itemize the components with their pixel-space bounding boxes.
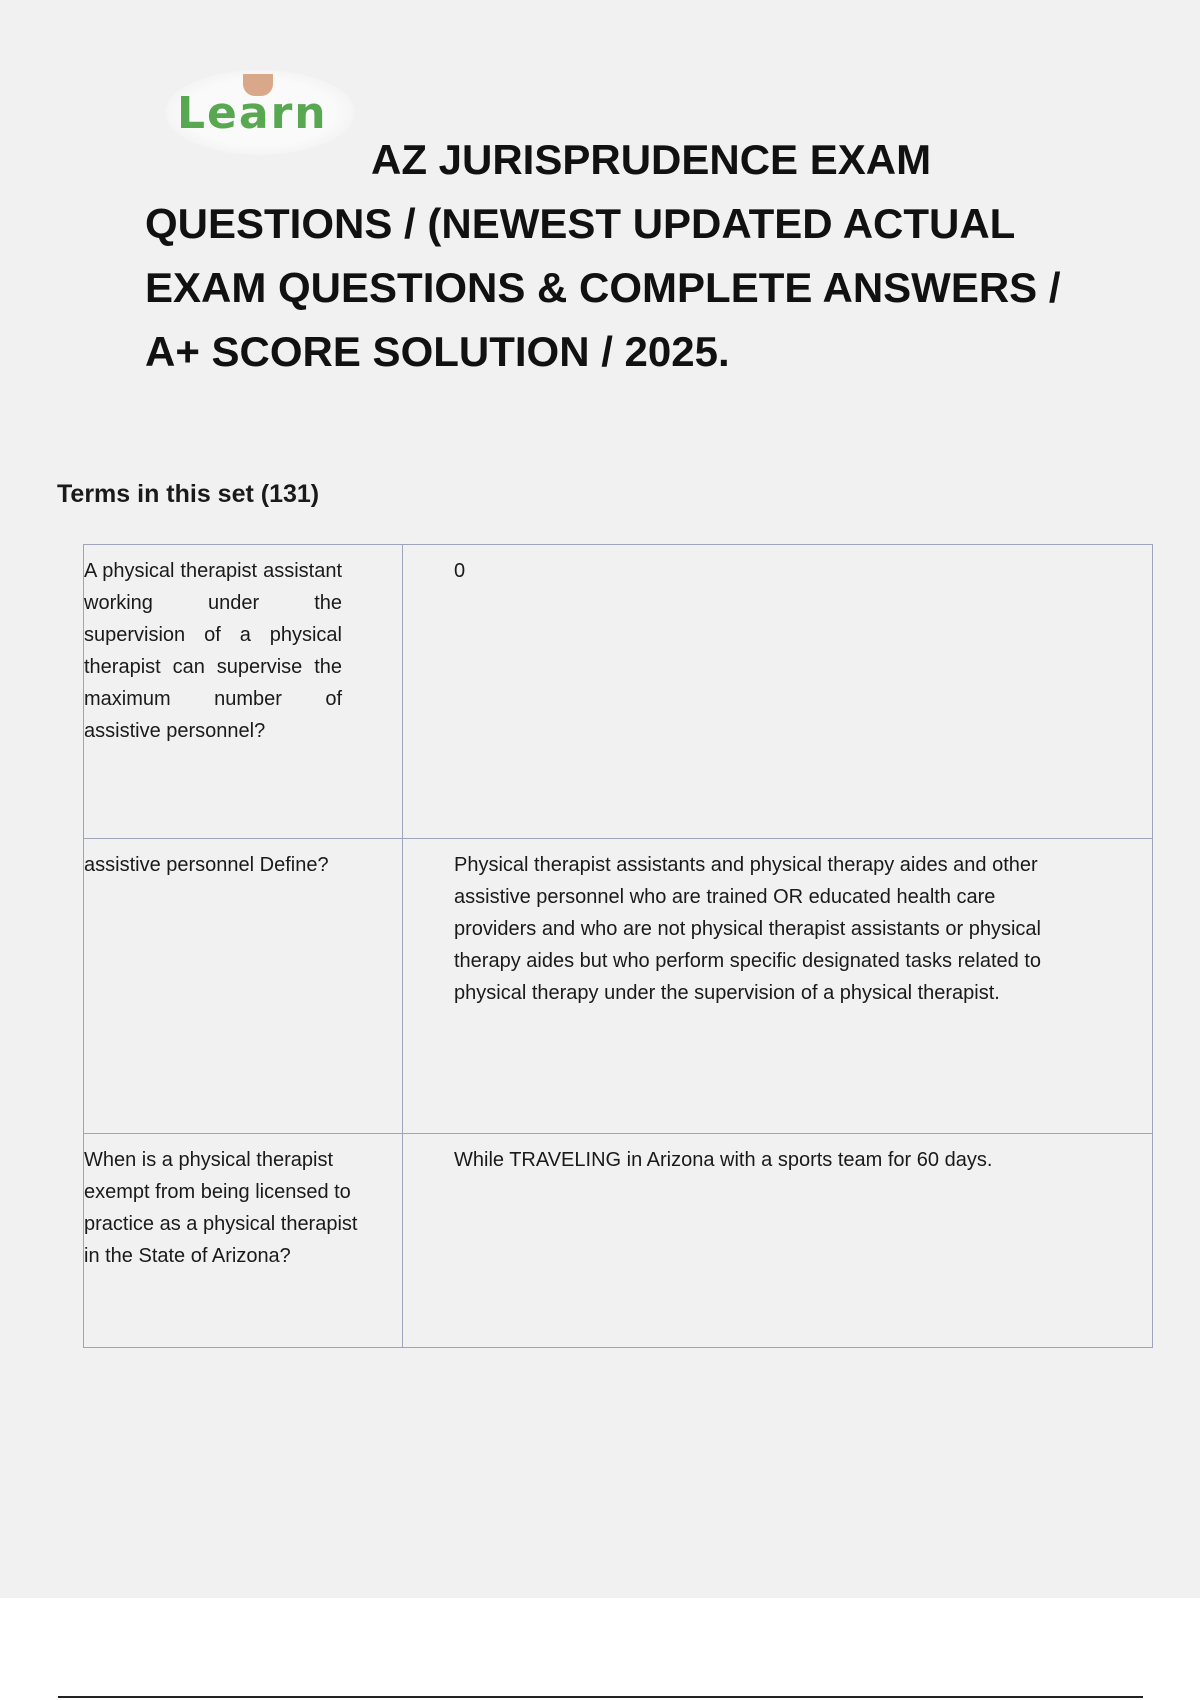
- page-title: [145, 128, 1065, 384]
- table-row: [84, 545, 1153, 839]
- table-row: [84, 1134, 1153, 1348]
- answer: While TRAVELING in Arizona with a sports team for 60 days.: [454, 1149, 993, 1171]
- title-line: EXAM QUESTIONS & COMPLETE ANSWERS /: [145, 264, 1061, 311]
- question: assistive personnel Define?: [84, 854, 329, 876]
- question: A physical therapist assistant working under the supervision of a physical therapist can supervise the maximum number of assistive personnel?: [84, 560, 342, 742]
- table-row: [84, 839, 1153, 1134]
- terms-table: [83, 544, 1153, 1348]
- terms-heading: Terms in this set (131): [57, 480, 320, 508]
- answer: Physical therapist assistants and physical therapy aides and other assistive personnel who are trained OR educated health care providers and who are not physical therapist assistants or physical therapy aides but who perform specific designated tasks related to physical therapy under the supervision of a physical therapist.: [454, 854, 1041, 1004]
- answer: 0: [454, 560, 466, 582]
- logo-text: Learn: [177, 88, 328, 139]
- title-line: QUESTIONS / (NEWEST UPDATED ACTUAL: [145, 200, 1016, 247]
- title-line: A+ SCORE SOLUTION / 2025.: [145, 328, 730, 375]
- footer-rule: [58, 1696, 1143, 1698]
- question: When is a physical therapist exempt from being licensed to practice as a physical therapist in the State of Arizona?: [84, 1149, 358, 1267]
- title-line: AZ JURISPRUDENCE EXAM: [371, 136, 932, 183]
